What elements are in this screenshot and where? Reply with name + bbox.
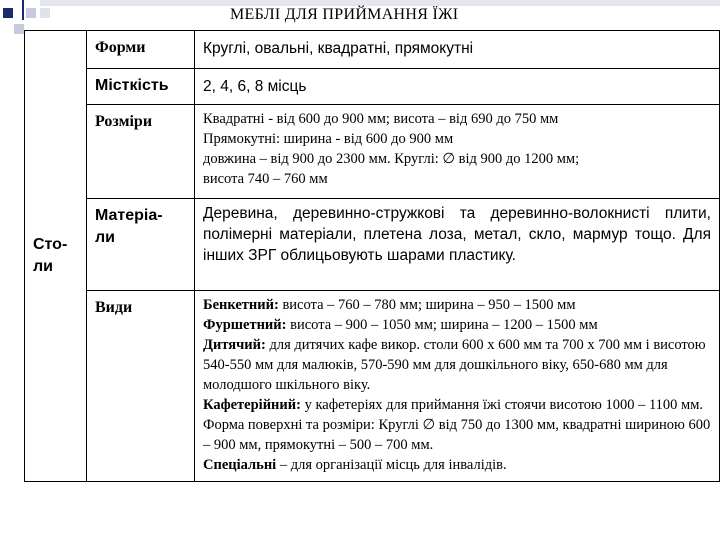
table-row xyxy=(25,105,720,199)
row-value-sizes xyxy=(195,105,720,199)
row-label-forms: Форми xyxy=(87,31,195,69)
row-label-types: Види xyxy=(87,291,195,482)
type-text: для дитячих кафе викор. столи 600 х 600 мм та 700 х 700 мм і висотою 540-550 мм для малюків, 570-590 мм для дошкільного віку, 650-680 мм для молодшого шкільного віку. xyxy=(203,337,706,393)
row-value-forms xyxy=(195,31,720,69)
table-row xyxy=(25,291,720,482)
sizes-line: Квадратні - від 600 до 900 мм; висота – від 690 до 750 мм xyxy=(203,111,559,127)
type-term: Кафетерійний: xyxy=(203,397,301,413)
type-term: Спеціальні xyxy=(203,457,277,473)
row-label-materials xyxy=(87,199,195,291)
table-row xyxy=(25,31,720,69)
type-text: висота – 900 – 1050 мм; ширина – 1200 – 1500 мм xyxy=(286,317,598,333)
type-entry-kids xyxy=(203,335,711,395)
decor-square-icon xyxy=(3,8,13,18)
type-entry-cafe xyxy=(203,395,711,455)
furniture-table xyxy=(24,30,720,482)
table-row xyxy=(25,199,720,291)
decor-square-icon xyxy=(26,8,36,18)
row-value-capacity xyxy=(195,69,720,105)
sizes-line: висота 740 – 760 мм xyxy=(203,171,328,187)
type-text: висота – 760 – 780 мм; ширина – 950 – 1500 мм xyxy=(278,297,576,313)
materials-text: Деревина, деревинно-стружкові та деревинно-волокнисті плити, полімерні матеріали, плетена лоза, метал, скло, мармур тощо. Для інших ЗРГ облицьовують шарами пластику. xyxy=(203,205,711,264)
type-entry-banquet xyxy=(203,295,711,315)
type-text: – для організації місць для інвалідів. xyxy=(276,457,507,473)
accent-line xyxy=(22,0,24,20)
materials-label-line: Матеріа- xyxy=(95,207,163,224)
sizes-line: Прямокутні: ширина - від 600 до 900 мм xyxy=(203,131,454,147)
forms-text: Круглі, овальні, квадратні, прямокутні xyxy=(203,40,474,57)
type-term: Бенкетний: xyxy=(203,297,279,313)
type-text: у кафетеріях для приймання їжі стоячи висотою 1000 – 1100 мм. Форма поверхні та розміри: Круглі ∅ від 750 до 1300 мм, квадратні шириною 600 – 900 мм, прямокутні – 500 – 700 мм. xyxy=(203,397,711,453)
row-label-capacity: Місткість xyxy=(87,69,195,105)
row-label-sizes: Розміри xyxy=(87,105,195,199)
type-term: Дитячий: xyxy=(203,337,266,353)
sizes-line: довжина – від 900 до 2300 мм. Круглі: ∅ від 900 до 1200 мм; xyxy=(203,151,580,167)
row-value-types xyxy=(195,291,720,482)
materials-label-line: ли xyxy=(95,229,115,246)
type-entry-special xyxy=(203,455,711,475)
page-title: МЕБЛІ ДЛЯ ПРИЙМАННЯ ЇЖІ xyxy=(230,6,459,23)
row-value-materials xyxy=(195,199,720,291)
type-term: Фуршетний: xyxy=(203,317,287,333)
category-line: ли xyxy=(33,258,53,275)
category-line: Сто- xyxy=(33,236,68,253)
category-cell xyxy=(25,31,87,482)
capacity-text: 2, 4, 6, 8 місць xyxy=(203,78,307,95)
decor-square-icon xyxy=(40,8,50,18)
table-row xyxy=(25,69,720,105)
decor-square-icon xyxy=(14,24,24,34)
type-entry-buffet xyxy=(203,315,711,335)
